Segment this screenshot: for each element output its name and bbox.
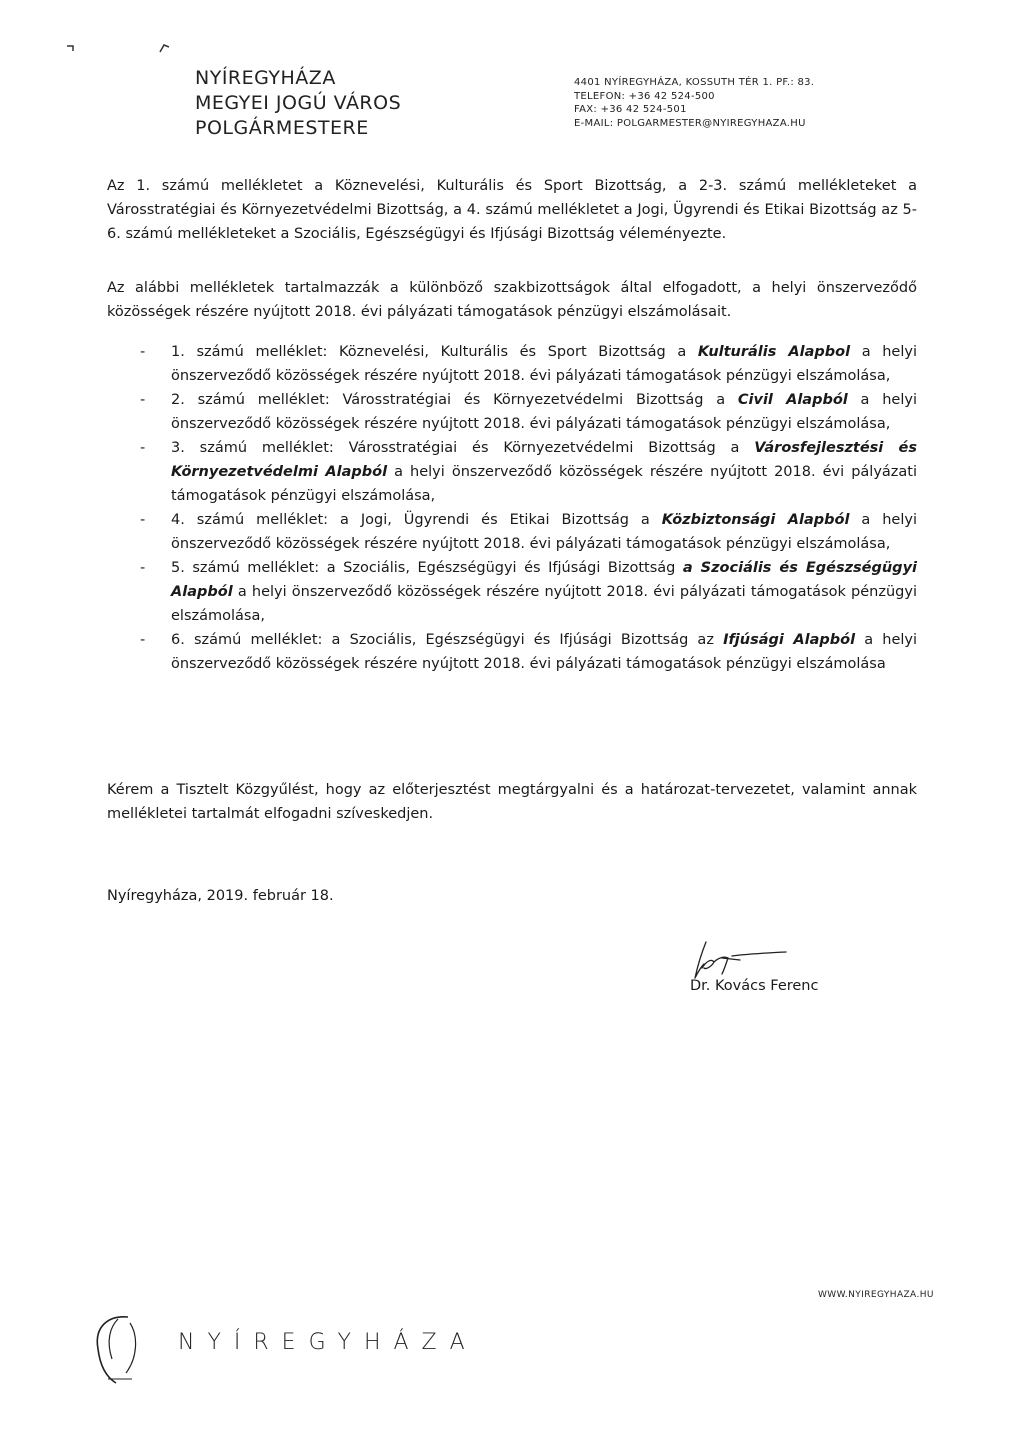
list-dash: - [140,512,146,528]
list-item [107,556,917,628]
paragraph-attachments-intro: Az alábbi mellékletek tartalmazzák a különböző szakbizottságok által elfogadott, a helyi önszerveződő közösségek részére nyújtott 2018. évi pályázati támogatások pénzügyi elszámolásait. [107,280,917,320]
fund-name: a Szociális és Egészségügyi Alapból [171,560,917,600]
list-item-text: a helyi önszerveződő közösségek részére nyújtott 2018. évi pályázati támogatások pénzügyi elszámolása, [171,584,917,624]
city-logo-icon [88,1313,148,1385]
paragraph-reviewers: Az 1. számú mellékletet a Köznevelési, Kulturális és Sport Bizottság, a 2-3. számú mellékleteket a Városstratégiai és Környezetvédelmi Bizottság, a 4. számú mellékletet a Jogi, Ügyrendi és Etikai Bizottság az 5-6. számú mellékleteket a Szociális, Egészségügyi és Ifjúsági Bizottság véleményezte. [107,178,917,242]
signer-name: Dr. Kovács Ferenc [690,978,819,994]
list-item-text: a helyi önszerveződő közösségek részére nyújtott 2018. évi pályázati támogatások pénzügyi elszámolása, [171,512,917,552]
list-item [107,340,917,388]
list-item-text: a helyi önszerveződő közösségek részére nyújtott 2018. évi pályázati támogatások pénzügyi elszámolása [171,632,918,672]
contact-address: 4401 NYÍREGYHÁZA, KOSSUTH TÉR 1. PF.: 83. [574,77,815,88]
list-item-text: 3. számú melléklet: Városstratégiai és Környezetvédelmi Bizottság a [171,440,755,456]
list-dash: - [140,440,146,456]
list-item-text: a helyi önszerveződő közösségek részére nyújtott 2018. évi pályázati támogatások pénzügyi elszámolása, [171,344,917,384]
list-item [107,388,917,436]
fund-name: Ifjúsági Alapból [723,632,856,648]
scan-marks [65,42,175,54]
paragraph-request: Kérem a Tisztelt Közgyűlést, hogy az előterjesztést megtárgyalni és a határozat-tervezetet, valamint annak mellékletei tartalmát elfogadni szíveskedjen. [107,782,917,822]
fund-name: Civil Alapból [737,392,848,408]
place-date: Nyíregyháza, 2019. február 18. [107,888,334,904]
contact-email: E-MAIL: POLGARMESTER@NYIREGYHAZA.HU [574,117,806,129]
list-item-text: a helyi önszerveződő közösségek részére nyújtott 2018. évi pályázati támogatások pénzügyi elszámolása, [171,392,917,432]
letterhead-name [195,66,401,141]
list-dash: - [140,560,146,576]
list-item-text: 1. számú melléklet: Köznevelési, Kulturális és Sport Bizottság a [171,344,698,360]
attachment-list [107,340,917,676]
letterhead-line-3: POLGÁRMESTERE [195,117,369,139]
list-item [107,628,917,676]
list-dash: - [140,392,146,408]
contact-phone: TELEFON: +36 42 524-500 [574,90,715,102]
list-item-text: 6. számú melléklet: a Szociális, Egészségügyi és Ifjúsági Bizottság az [171,632,724,648]
list-dash: - [140,632,146,648]
fund-name: Kulturális Alapbol [697,344,851,360]
letterhead-line-2: MEGYEI JOGÚ VÁROS [195,92,402,114]
footer-website: WWW.NYIREGYHAZA.HU [818,1290,934,1300]
footer-wordmark: NYÍREGYHÁZA [178,1330,478,1355]
list-item-text: a helyi önszerveződő közösségek részére nyújtott 2018. évi pályázati támogatások pénzügyi elszámolása, [171,464,917,504]
list-item-text: 2. számú melléklet: Városstratégiai és Környezetvédelmi Bizottság a [171,392,738,408]
list-item [107,508,917,556]
contact-fax: FAX: +36 42 524-501 [574,104,687,115]
list-item-text: 5. számú melléklet: a Szociális, Egészségügyi és Ifjúsági Bizottság [171,560,683,576]
letterhead-line-1: NYÍREGYHÁZA [195,67,336,89]
fund-name: Közbiztonsági Alapból [661,512,850,528]
list-item-text: 4. számú melléklet: a Jogi, Ügyrendi és Etikai Bizottság a [171,512,662,528]
list-dash: - [140,344,146,360]
letterhead-contact [574,76,814,130]
list-item [107,436,917,508]
fund-name: Városfejlesztési és Környezetvédelmi Alapból [171,440,917,480]
